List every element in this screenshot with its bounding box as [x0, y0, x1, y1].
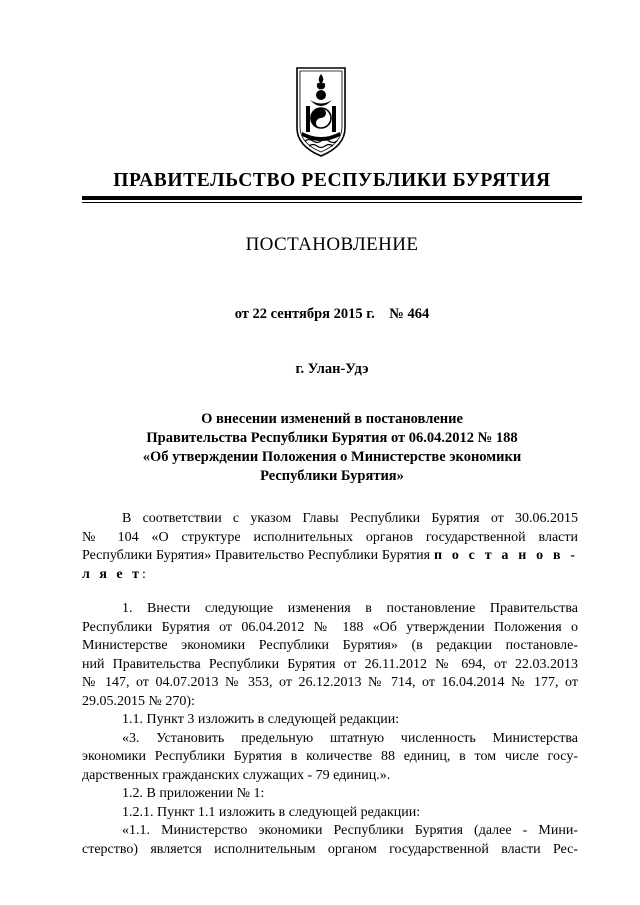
decree-colon: : — [142, 566, 146, 582]
item-1-line: № 147, от 04.07.2013 № 353, от 26.12.2013 № 714, от 16.04.2014 № 177, от — [82, 675, 578, 690]
item-1-2-1-quote-line: стерство) является исполнительным органом государственной власти Рес- — [82, 841, 578, 857]
document-place: г. Улан-Удэ — [295, 361, 369, 377]
preamble-line: В соответствии с указом Главы Республики Бурятия от 30.06.2015 — [122, 511, 578, 526]
document-date-number: от 22 сентября 2015 г. № 464 — [234, 306, 430, 322]
subject-line: «Об утверждении Положения о Министерстве экономики — [142, 449, 522, 465]
item-1-line: Министерстве экономики Республики Бурятия» (в редакции постановле- — [82, 638, 578, 653]
item-1-line: Республики Бурятия от 06.04.2012 № 188 «Об утверждении Положения о — [82, 619, 578, 635]
preamble-paragraph — [82, 510, 578, 584]
subject-line: Правительства Республики Бурятия от 06.04.2012 № 188 — [146, 430, 518, 446]
item-1-line: 1. Внести следующие изменения в постановление Правительства — [122, 601, 578, 616]
item-1-paragraph — [82, 600, 578, 859]
header-rule-thin — [82, 202, 582, 203]
item-1-line: ний Правительства Республики Бурятия от 26.11.2012 № 694, от 22.03.2013 — [82, 656, 578, 672]
item-1-2: 1.2. В приложении № 1: — [122, 786, 265, 801]
government-title: ПРАВИТЕЛЬСТВО РЕСПУБЛИКИ БУРЯТИЯ — [113, 170, 551, 191]
document-subject — [82, 410, 582, 486]
item-1-2-1-quote-line: «1.1. Министерство экономики Республики Бурятия (далее - Мини- — [122, 823, 578, 838]
item-1-2-1: 1.2.1. Пункт 1.1 изложить в следующей редакции: — [122, 804, 421, 820]
subject-line: О внесении изменений в постановление — [201, 411, 463, 427]
preamble-line-with-decree — [82, 547, 578, 566]
preamble-line: № 104 «О структуре исполнительных органов государственной власти — [82, 529, 578, 545]
document-type: ПОСТАНОВЛЕНИЕ — [245, 234, 419, 255]
item-1-1-quote-line: «3. Установить предельную штатную численность Министерства — [122, 730, 578, 746]
subject-line: Республики Бурятия» — [260, 468, 404, 484]
coat-of-arms-emblem — [293, 62, 349, 158]
item-1-1-quote-line: дарственных гражданских служащих - 79 единиц.». — [82, 767, 391, 783]
preamble-text: Республики Бурятия» Правительство Республики Бурятия — [82, 548, 431, 563]
decree-word-end: л я е т — [82, 566, 143, 582]
decree-word: п о с т а н о в - — [433, 548, 578, 563]
header-rule-thick — [82, 196, 582, 200]
preamble-line-decree-end — [82, 566, 578, 585]
item-1-line: 29.05.2015 № 270): — [82, 693, 195, 709]
item-1-1-quote-line: экономики Республики Бурятия в количестве 88 единиц, в том числе госу- — [82, 749, 578, 764]
item-1-1: 1.1. Пункт 3 изложить в следующей редакции: — [122, 712, 400, 727]
